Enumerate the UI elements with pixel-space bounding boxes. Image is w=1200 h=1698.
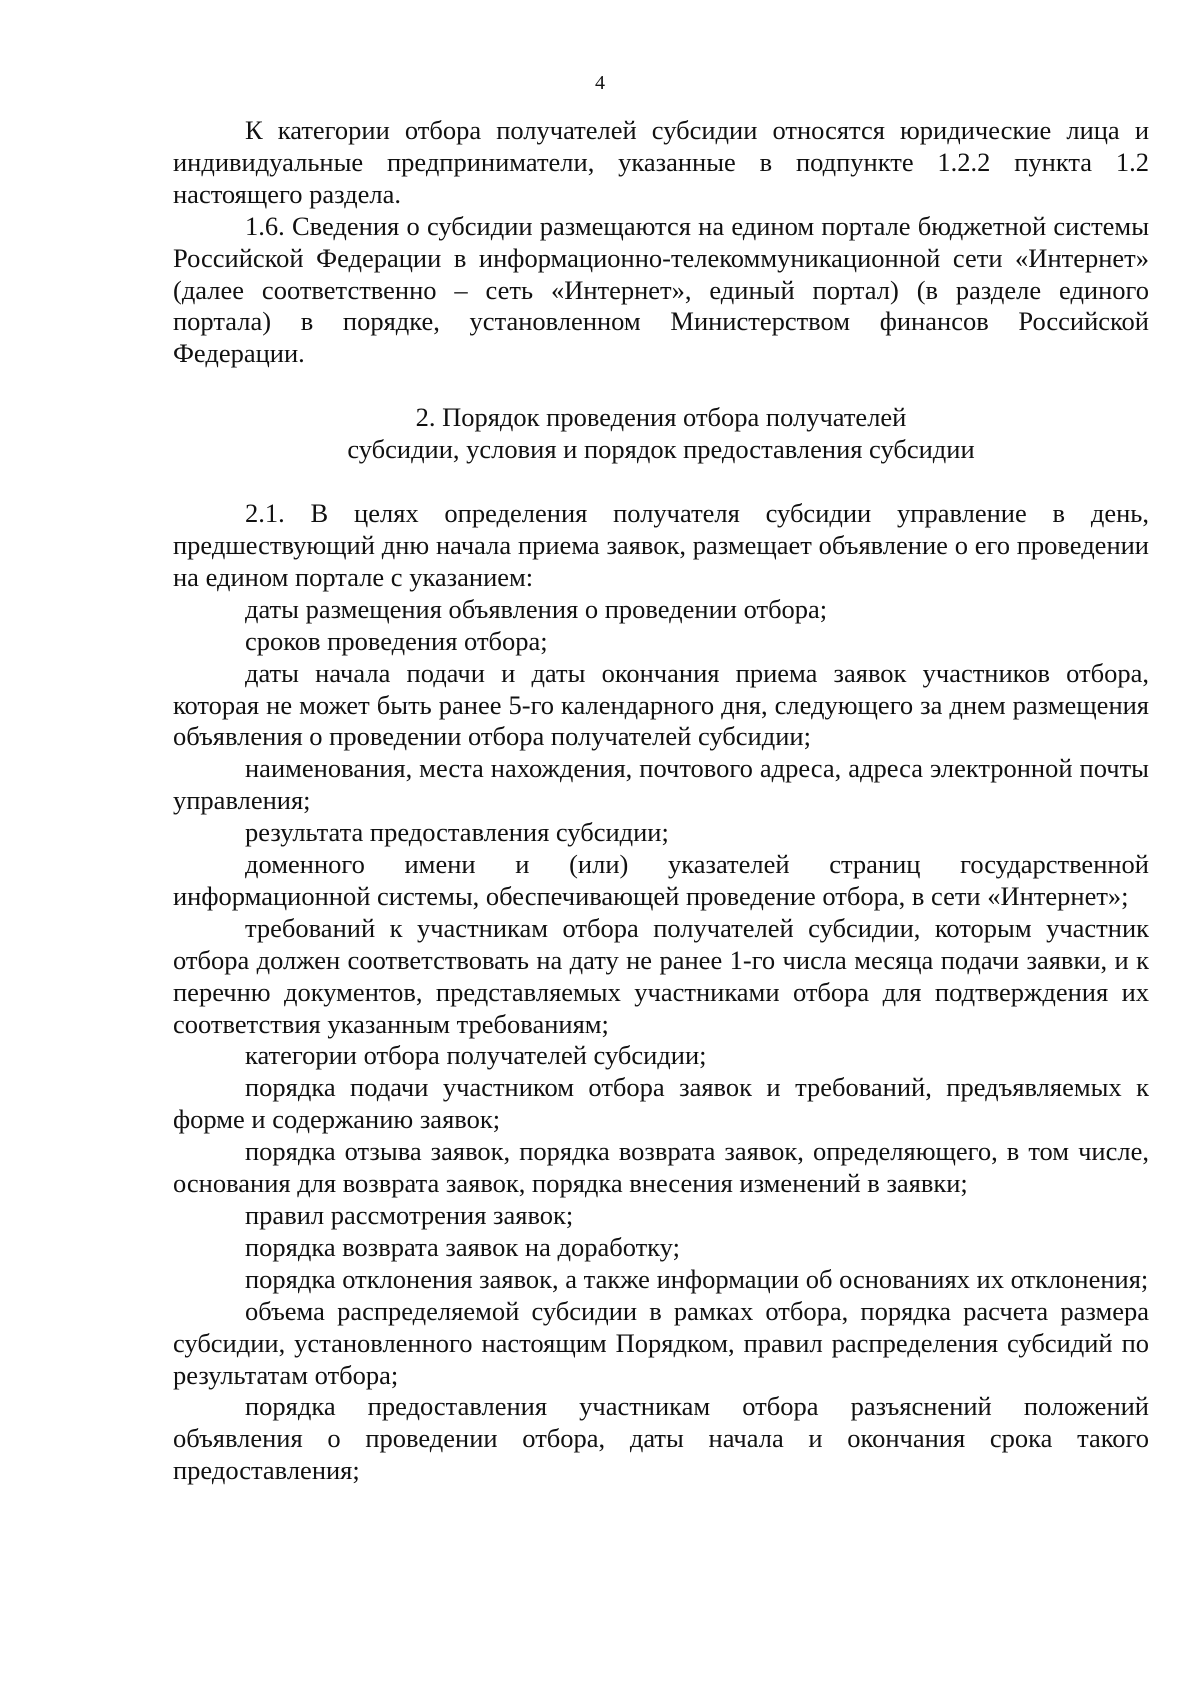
list-item: даты размещения объявления о проведении отбора;	[245, 593, 828, 624]
list-item: категории отбора получателей субсидии;	[245, 1040, 707, 1071]
list-item: результата предоставления субсидии;	[245, 817, 669, 848]
paragraph: К категории отбора получателей субсидии относятся юридические лица и индивидуальные предприниматели, указанные в подпункте 1.2.2 пункта 1.2 настоящего раздела.	[173, 115, 1149, 209]
list-item: даты начала подачи и даты окончания приема заявок участников отбора, которая не может быть ранее 5-го календарного дня, следующего за днем размещения объявления о проведении отбора получателей субсидии;	[173, 657, 1149, 752]
list-item: сроков проведения отбора;	[245, 625, 548, 656]
paragraph: 2.1. В целях определения получателя субсидии управление в день, предшествующий дню начала приема заявок, размещает объявление о его проведении на едином портале с указанием:	[173, 498, 1149, 592]
document-body	[173, 115, 1149, 1487]
list-item: доменного имени и (или) указателей страниц государственной информационной системы, обеспечивающей проведение отбора, в сети «Интернет»;	[173, 849, 1149, 911]
list-item: порядка отклонения заявок, а также информации об основаниях их отклонения;	[245, 1263, 1149, 1294]
paragraph: 1.6. Сведения о субсидии размещаются на едином портале бюджетной системы Российской Федерации в информационно-телекоммуникационной сети «Интернет» (далее соответственно – сеть «Интернет», единый портал) (в разделе единого портала) в порядке, установленном Министерством финансов Российской Федерации.	[173, 210, 1149, 369]
list-item: правил рассмотрения заявок;	[245, 1200, 574, 1230]
section-heading-line-2: субсидии, условия и порядок предоставления субсидии	[347, 434, 975, 465]
list-item: порядка возврата заявок на доработку;	[245, 1231, 680, 1262]
list-item: требований к участникам отбора получателей субсидии, которым участник отбора должен соответствовать на дату не ранее 1-го числа месяца подачи заявки, и к перечню документов, представляемых участниками отбора для подтверждения их соответствия указанным требованиям;	[173, 912, 1149, 1039]
list-item: наименования, места нахождения, почтового адреса, адреса электронной почты управления;	[173, 753, 1149, 816]
section-heading-line-1: 2. Порядок проведения отбора получателей	[415, 402, 907, 433]
list-item: объема распределяемой субсидии в рамках отбора, порядка расчета размера субсидии, установленного настоящим Порядком, правил распределения субсидий по результатам отбора;	[173, 1295, 1149, 1390]
list-item: порядка отзыва заявок, порядка возврата заявок, определяющего, в том числе, основания для возврата заявок, порядка внесения изменений в заявки;	[173, 1136, 1149, 1199]
list-item: порядка предоставления участникам отбора разъяснений положений объявления о проведении отбора, даты начала и окончания срока такого предоставления;	[173, 1391, 1149, 1486]
list-item: порядка подачи участником отбора заявок и требований, предъявляемых к форме и содержанию заявок;	[173, 1072, 1149, 1135]
page-number: 4	[595, 72, 605, 94]
